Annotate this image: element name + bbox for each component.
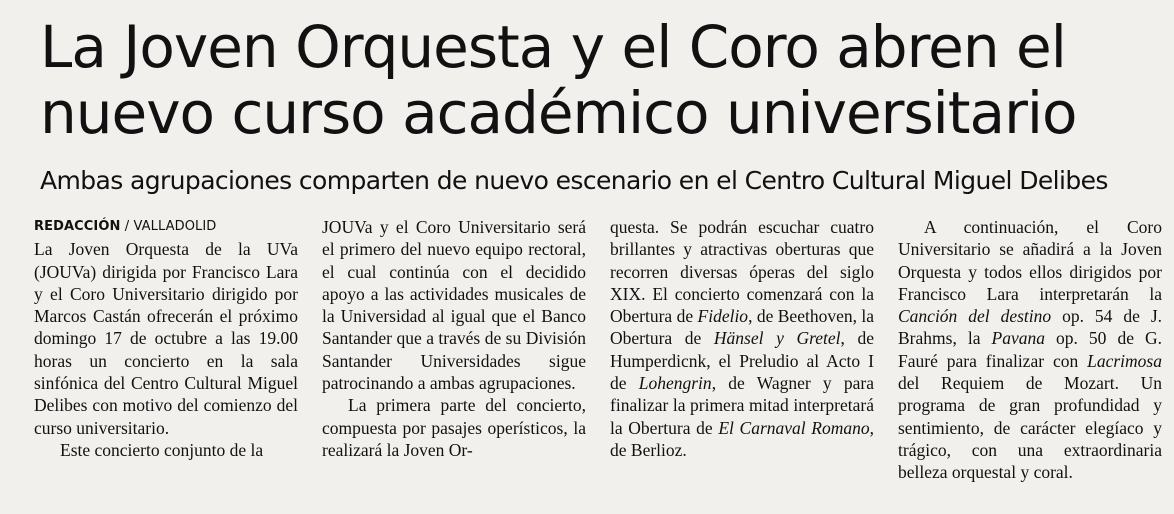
work-title-fidelio: Fidelio: [697, 306, 749, 327]
headline: [40, 14, 1160, 146]
text-run: , de Wagner y para finalizar la primera mitad interpretará la Obertura de: [610, 373, 874, 438]
article-column-4: [898, 216, 1162, 484]
paragraph-3-start: La primera parte del concierto, compuesta por pasajes operísticos, la realizará la Joven Or-: [322, 395, 586, 460]
headline-line-2: nuevo curso académico universitario: [40, 79, 1077, 147]
article-column-1: [34, 216, 298, 461]
text-run: , de Berlioz.: [610, 417, 874, 460]
text-run: del Requiem de Mozart. Un programa de gran profundidad y sentimiento, de carácter elegíaco y trágico, con una extraordinaria belleza orquestal y coral.: [898, 373, 1162, 483]
paragraph-4: [898, 216, 1162, 484]
text-run: A continuación, el Coro Universitario se añadirá a la Joven Orquesta y todos ellos dirigidos por Francisco Lara interpretarán la: [898, 217, 1162, 304]
byline-separator: /: [120, 219, 134, 234]
text-run: questa. Se podrán escuchar cuatro brillantes y atractivas oberturas que recorren diversas óperas del siglo XIX. El concierto comenzará con la Obertura de: [610, 217, 874, 327]
work-title-pavana: Pavana: [991, 328, 1045, 349]
work-title-hansel: Hänsel y Gretel: [713, 328, 841, 349]
article-column-3: [610, 216, 874, 461]
work-title-carnaval: El Carnaval Romano: [718, 417, 870, 438]
text-run: , de Beethoven, la Obertura de: [610, 306, 874, 349]
text-run: , de Humperdicnk, el Preludio al Acto I de: [610, 328, 874, 394]
paragraph-2-start: Este concierto conjunto de la: [60, 439, 264, 460]
paragraph-2-cont: JOUVa y el Coro Universitario será el primero del nuevo equipo rectoral, el cual continúa con el decidido apoyo a las actividades musicales de la Universidad al igual que el Banco Santander que a través de su División Santander Universidades sigue patrocinando a ambas agrupaciones.: [322, 217, 586, 394]
text-run: op. 50 de G. Fauré para finalizar con: [898, 328, 1163, 371]
work-title-lohengrin: Lohengrin: [638, 373, 712, 394]
byline: [34, 216, 298, 238]
byline-city: VALLADOLID: [133, 219, 217, 234]
work-title-cancion: Canción del destino: [898, 306, 1052, 327]
text-run: op. 54 de J. Brahms, la: [898, 306, 1163, 349]
paragraph-1: La Joven Orquesta de la UVa (JOUVa) dirigida por Francisco Lara y el Coro Universitario dirigido por Marcos Castán ofrecerán el próximo domingo 17 de octubre a las 19.00 horas un concierto en la sala sinfónica del Centro Cultural Miguel Delibes con motivo del comienzo del curso universitario.: [34, 239, 298, 438]
work-title-lacrimosa: Lacrimosa: [1087, 350, 1162, 371]
subheadline: Ambas agrupaciones comparten de nuevo escenario en el Centro Cultural Miguel Delibes: [40, 166, 1108, 195]
paragraph-3-cont: [610, 216, 874, 461]
headline-line-1: La Joven Orquesta y el Coro abren el: [40, 13, 1066, 81]
byline-section: REDACCIÓN: [34, 219, 121, 234]
article-column-2: [322, 216, 586, 461]
